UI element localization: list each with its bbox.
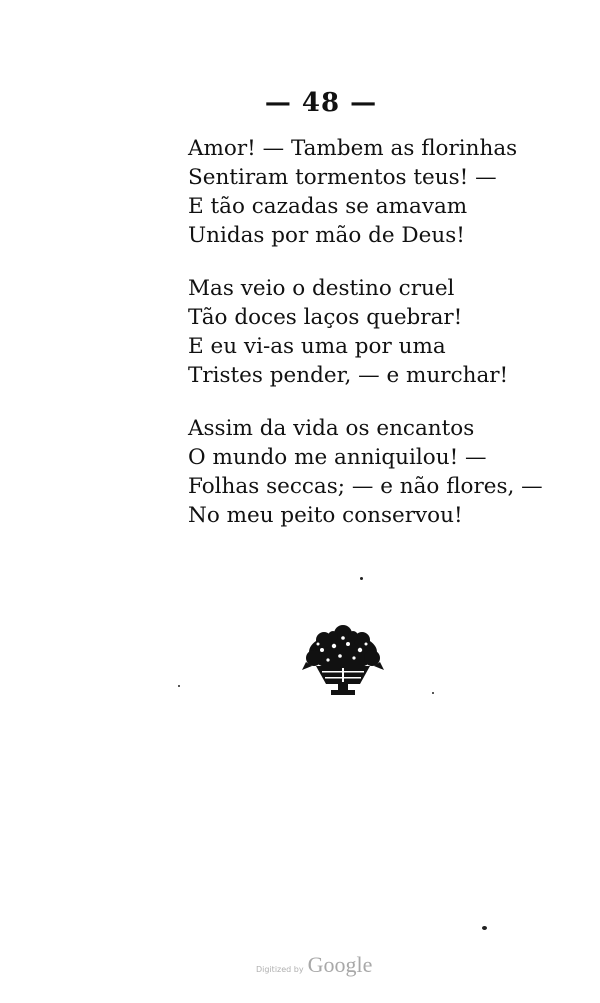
stanza-2	[188, 274, 548, 390]
scan-speck	[178, 685, 180, 687]
verse-line: Folhas seccas; — e não flores, —	[188, 474, 543, 499]
verse-line: O mundo me anniquilou! —	[188, 445, 487, 470]
watermark-prefix: Digitized by	[256, 965, 304, 974]
verse-line: Assim da vida os encantos	[188, 416, 475, 441]
verse-line: No meu peito conservou!	[188, 503, 463, 528]
verse-line: Tristes pender, — e murchar!	[188, 363, 509, 388]
verse-line: Mas veio o destino cruel	[188, 276, 455, 301]
stanza-1	[188, 134, 548, 250]
verse-line: Unidas por mão de Deus!	[188, 223, 465, 248]
google-logo: Google	[307, 952, 373, 977]
verse-line: Sentiram tormentos teus! —	[188, 165, 497, 190]
digitized-by-google-watermark	[256, 952, 372, 978]
page-number: — 48 —	[264, 88, 378, 118]
scan-speck	[432, 692, 434, 694]
verse-line: E eu vi-as uma por uma	[188, 334, 446, 359]
verse-line: E tão cazadas se amavam	[188, 194, 468, 219]
flower-basket-icon	[300, 622, 386, 708]
verse-line: Amor! — Tambem as florinhas	[188, 136, 518, 161]
scan-speck	[482, 926, 487, 930]
scan-speck	[360, 577, 363, 580]
verse-line: Tão doces laços quebrar!	[188, 305, 463, 330]
poem	[188, 134, 548, 554]
stanza-3	[188, 414, 548, 530]
